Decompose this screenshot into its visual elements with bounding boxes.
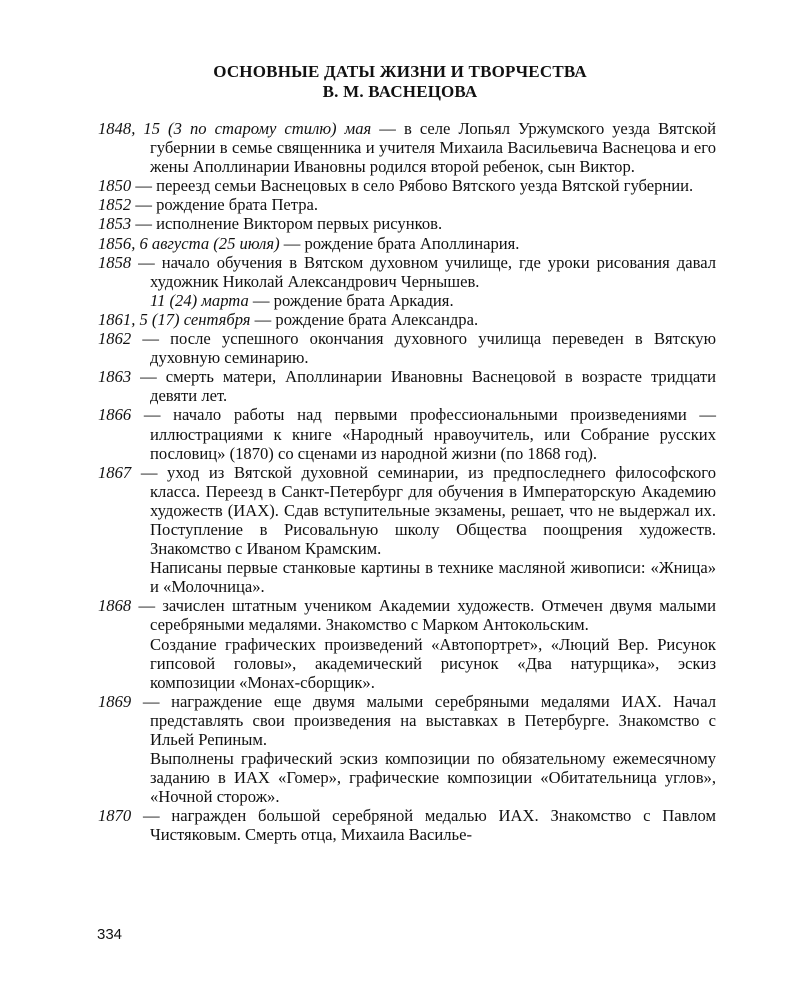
chronology-text bbox=[98, 119, 716, 845]
entry-date: 1868 bbox=[98, 596, 132, 616]
chronology-paragraph: Выполнены графический эскиз композиции по обязательному ежемесячному заданию в ИАХ «Гомер», графические композиции «Обитательница углов», «Ночной сторож». bbox=[150, 749, 716, 807]
chronology-entry bbox=[98, 214, 716, 233]
entry-date: 1858 bbox=[98, 252, 132, 272]
entry-date: 1856, 6 августа (25 июля) bbox=[98, 233, 280, 253]
entry-text: — после успешного окончания духовного училища переведен в Вятскую духовную семинарию. bbox=[131, 329, 716, 368]
chronology-entry bbox=[98, 463, 716, 558]
chronology-paragraph: Написаны первые станковые картины в технике масляной живописи: «Жница» и «Молочница». bbox=[150, 558, 716, 597]
chronology-entry bbox=[98, 253, 716, 291]
entry-date: 1869 bbox=[98, 691, 132, 711]
entry-text: — рождение брата Аркадия. bbox=[248, 290, 454, 310]
entry-text: — рождение брата Петра. bbox=[131, 195, 319, 215]
entry-text: — начало работы над первыми профессиональными произведениями — иллюстрациями к книге «Народный нравоучитель, или Собрание русских пословиц» (1870) со сценами из народной жизни (по 1868 год). bbox=[131, 405, 716, 463]
entry-date: 1862 bbox=[98, 329, 132, 349]
entry-text: — исполнение Виктором первых рисунков. bbox=[131, 214, 443, 234]
entry-date: 1848, 15 (3 по старому стилю) мая bbox=[98, 119, 372, 138]
entry-text: — награждение еще двумя малыми серебряными медалями ИАХ. Начал представлять свои произведения на выставках в Петербурге. Знакомство с Ильей Репиным. bbox=[131, 691, 716, 749]
entry-date: 1867 bbox=[98, 462, 132, 482]
entry-date: 1850 bbox=[98, 176, 132, 196]
chronology-entry bbox=[98, 405, 716, 462]
entry-text: — рождение брата Александра. bbox=[250, 309, 479, 329]
entry-date: 1866 bbox=[98, 405, 132, 425]
chronology-entry bbox=[98, 195, 716, 214]
chronology-paragraph: Создание графических произведений «Автопортрет», «Люций Вер. Рисунок гипсовой головы», академический рисунок «Два натурщика», эскиз композиции «Монах-сборщик». bbox=[150, 634, 716, 692]
chronology-entry bbox=[98, 692, 716, 749]
chronology-entry bbox=[98, 119, 716, 176]
entry-text: — смерть матери, Аполлинарии Ивановны Васнецовой в возрасте тридцати девяти лет. bbox=[131, 367, 716, 406]
entry-text: — уход из Вятской духовной семинарии, из предпоследнего философского класса. Переезд в Санкт-Петербург для обучения в Императорскую Академию художеств (ИАХ). Сдав вступительные экзамены, решает, что не выдержал их. Поступление в Рисовальную школу Общества поощрения художеств. Знакомство с Иваном Крамским. bbox=[131, 462, 716, 559]
chronology-entry bbox=[98, 329, 716, 367]
title-line-2: В. М. ВАСНЕЦОВА bbox=[322, 82, 478, 101]
chronology-title bbox=[0, 62, 800, 102]
entry-date: 1863 bbox=[98, 367, 132, 387]
entry-text: — в селе Лопьял Уржумского уезда Вятской губернии в семье священника и учителя Михаила Васильевича Васнецова и его жены Аполлинарии Ивановны родился второй ребенок, сын Виктор. bbox=[150, 119, 716, 177]
entry-date: 1853 bbox=[98, 214, 132, 234]
chronology-entry bbox=[98, 176, 716, 195]
entry-date: 11 (24) марта bbox=[150, 290, 249, 310]
chronology-subentry bbox=[98, 291, 716, 310]
chronology-entry bbox=[98, 806, 716, 844]
entry-date: 1852 bbox=[98, 195, 132, 215]
title-line-1: ОСНОВНЫЕ ДАТЫ ЖИЗНИ И ТВОРЧЕСТВА bbox=[213, 62, 587, 81]
chronology-entry bbox=[98, 234, 716, 253]
entry-text: — начало обучения в Вятском духовном училище, где уроки рисования давал художник Николай Александрович Чернышев. bbox=[131, 252, 716, 291]
entry-date: 1861, 5 (17) сентября bbox=[98, 309, 251, 329]
entry-text: — награжден большой серебряной медалью ИАХ. Знакомство с Павлом Чистяковым. Смерть отца, Михаила Василье- bbox=[131, 806, 716, 845]
entry-text: — рождение брата Аполлинария. bbox=[279, 233, 520, 253]
chronology-entry bbox=[98, 310, 716, 329]
chronology-entry bbox=[98, 367, 716, 405]
page-number: 334 bbox=[97, 926, 123, 943]
entry-text: — зачислен штатным учеником Академии художеств. Отмечен двумя малыми серебряными медалями. Знакомство с Марком Антокольским. bbox=[131, 596, 716, 635]
entry-text: — переезд семьи Васнецовых в село Рябово Вятского уезда Вятской губернии. bbox=[131, 176, 694, 196]
entry-date: 1870 bbox=[98, 806, 132, 826]
chronology-entry bbox=[98, 596, 716, 634]
